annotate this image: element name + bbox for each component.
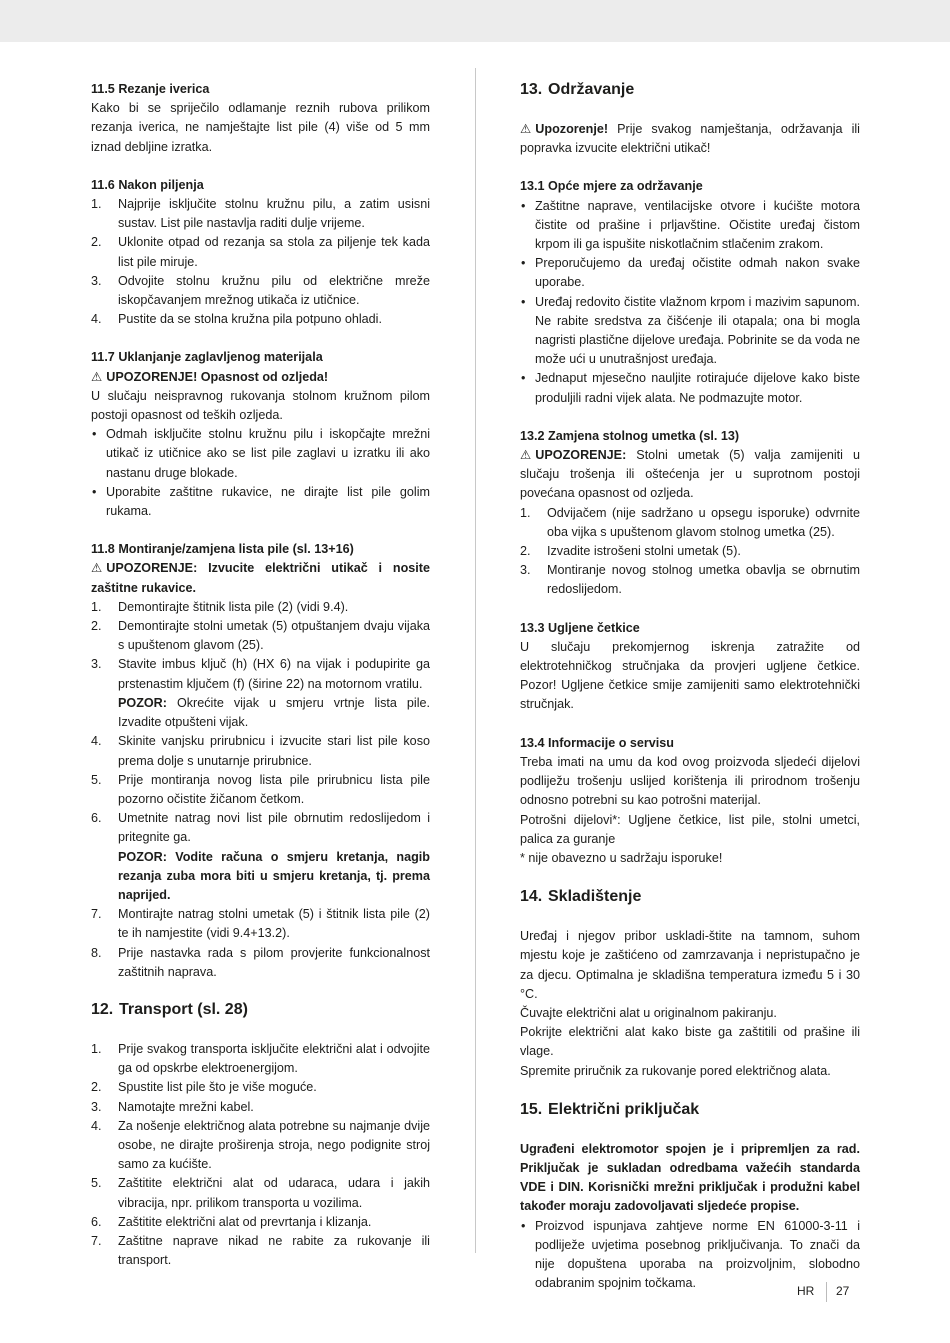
section-title-11-5: 11.5 Rezanje iverica (91, 82, 210, 96)
chapter-heading-14: 14. Skladištenje (520, 888, 642, 906)
section-title-13-4: 13.4 Informacije o servisu (520, 735, 674, 750)
section-text-11-5: Kako bi se spriječilo odlamanje reznih rubova prilikom rezanja iverica, ne namještajte list pile (4) više od 5 mm iznad debljine izratka. (91, 101, 430, 154)
warning-triangle-icon: ⚠ (91, 561, 103, 576)
warning-line-11-8: ⚠ UPOZORENJE: Izvucite električni utikač i nosite zaštitne rukavice. (91, 561, 430, 595)
section-title-13-2: 13.2 Zamjena stolnog umetka (sl. 13) (520, 428, 740, 443)
list-item: 7. Zaštitne naprave nikad ne rabite za rukovanje ili transport. (91, 1233, 430, 1268)
list-item: 2. Spustite list pile što je više moguće. (91, 1080, 317, 1095)
section-footnote-13-4: * nije obavezno u sadržaju isporuke! (520, 850, 723, 865)
warning-triangle-icon: ⚠ (520, 122, 532, 136)
list-item: 5. Zaštitite električni alat od udaraca, udara i jakih vibracija, npr. prilikom transporta u vozilima. (91, 1176, 430, 1210)
warning-paragraph-13: ⚠ Upozorenje! Prije svakog namještanja, održavanja ili popravka izvucite električni utikač! (520, 122, 860, 156)
list-item: 7. Montirajte natrag stolni umetak (5) i štitnik lista pile (2) te ih namjestite (vidi 9.4+13.2). (91, 907, 430, 941)
list-item: • Zaštitne naprave, ventilacijske otvore i kućište motora čistite od prašine i prljavštine. Očistite uređaj čistom krpom ili ga ispušite niskotlačnim stlačenim zrakom. (521, 198, 860, 252)
list-item: 4. Za nošenje električnog alata potrebne su najmanje dvije osobe, ne dirajte proširenja stroja, nego podignite stroj samo za kućište. (91, 1118, 430, 1172)
bullet-dot-icon: • (521, 294, 526, 309)
left-column (91, 80, 430, 1270)
warning-paragraph-13-2: ⚠ UPOZORENJE: Stolni umetak (5) valja zamijeniti u slučaju trošenja ili oštećenja jer u suprotnom postoji povećana opasnost od ozljeda. (520, 448, 860, 501)
list-item: 3. Montiranje novog stolnog umetka obavlja se obrnutim redoslijedom. (520, 563, 860, 597)
section-text-13-4-parts: Potrošni dijelovi*: Ugljene četkice, list pile, stolni umetci, palica za guranje (520, 812, 860, 846)
list-item: 2. Izvadite istrošeni stolni umetak (5). (520, 544, 741, 559)
list-item: 6. Umetnite natrag novi list pile obrnutim redoslijedom i pritegnite ga. POZOR: Vodite računa o smjeru kretanja, nagib rezanja zuba mora biti u smjeru kretanja, tj. prema naprijed. (91, 809, 430, 905)
bullet-list-13-1 (520, 197, 860, 408)
list-item: 3. Odvojite stolnu kružnu pilu od električne mreže iskopčavanjem mrežnog utikača iz utičnice. (91, 273, 430, 308)
column-divider (475, 68, 476, 1253)
list-item: 2. Demontirajte stolni umetak (5) otpuštanjem dvaju vijaka s upuštenom glavom (25). (91, 619, 430, 653)
list-item: • Proizvod ispunjava zahtjeve norme EN 61000-3-11 i podliježe uvjetima posebnog priključivanja. To znači da nije dopuštena uporaba na proizvoljnim, slobodno odabranim spojnim točkama. (521, 1218, 860, 1291)
bullet-list-15 (520, 1217, 860, 1294)
list-item: 1. Najprije isključite stolnu kružnu pilu, a zatim usisni sustav. List pile nastavlja raditi dulje vrijeme. (91, 197, 430, 231)
warning-triangle-icon: ⚠ (520, 448, 532, 463)
chapter-heading-12: 12. Transport (sl. 28) (91, 1000, 248, 1018)
section-text-13-4: Treba imati na umu da kod ovog proizvoda sljedeći dijelovi podliježu trošenju uslijed korištenja ili prirodnom trošenju odnosno potrebni su kao potrošni materijal. (520, 754, 860, 808)
section-title-11-7: 11.7 Uklanjanje zaglavljenog materijala (91, 350, 323, 365)
list-item: 4. Pustite da se stolna kružna pila potpuno ohladi. (91, 312, 382, 327)
list-item: 1. Demontirajte štitnik lista pile (2) (vidi 9.4). (91, 599, 349, 614)
bullet-list-11-7 (91, 425, 430, 521)
page-number: 27 (836, 1284, 850, 1298)
bullet-dot-icon: • (521, 256, 526, 271)
list-item: • Preporučujemo da uređaj očistite odmah nakon svake uporabe. (521, 256, 860, 290)
storage-text: Uređaj i njegov pribor uskladi-štite na tamnom, suhom mjestu koje je zaštićeno od zamrzavanja i nepristupačno je za djecu. Optimalna je skladišna temperatura između 5 i 30 °C. (520, 929, 860, 1001)
section-title-13-1: 13.1 Opće mjere za održavanje (520, 179, 703, 194)
caution-note: POZOR: Vodite računa o smjeru kretanja, nagib rezanja zuba mora biti u smjeru kretanja, tj. prema naprijed. (118, 849, 430, 902)
list-item: • Odmah isključite stolnu kružnu pilu i iskopčajte mrežni utikač iz utičnice ako se list pile zaglavi u izratku ili ako nastanu druge blokade. (92, 427, 430, 480)
steps-list-13-2 (520, 504, 860, 600)
steps-list-11-6 (91, 195, 430, 329)
storage-text: Pokrijte električni alat kako biste ga zaštitili od prašine ili vlage. (520, 1025, 860, 1059)
caution-note: POZOR: Okrećite vijak u smjeru vrtnje lista pile. Izvadite otpušteni vijak. (118, 695, 430, 730)
list-item: 3. Namotajte mrežni kabel. (91, 1099, 254, 1114)
list-item: • Uporabite zaštitne rukavice, ne dirajte list pile golim rukama. (92, 484, 430, 519)
steps-list-11-8 (91, 598, 430, 982)
list-item: 8. Prije nastavka rada s pilom provjerite funkcionalnost zaštitnih naprava. (91, 945, 430, 979)
section-text-11-7: U slučaju neispravnog rukovanja stolnom kružnom pilom postoji opasnost od teških ozljeda. (91, 388, 430, 423)
footer-separator (826, 1282, 827, 1302)
electrical-bold-text: Ugrađeni elektromotor spojen je i pripremljen za rad. Priključak je sukladan odredbama važećih standarda VDE i DIN. Korisnički mrežni priključak i produžni kabel također moraju zadovoljavati sljedeće propise. (520, 1141, 860, 1214)
right-column (520, 80, 860, 1293)
list-item: 2. Uklonite otpad od rezanja sa stola za piljenje tek kada list pile miruje. (91, 235, 430, 269)
warning-triangle-icon: ⚠ (91, 369, 103, 384)
section-title-11-8: 11.8 Montiranje/zamjena lista pile (sl. 13+16) (91, 542, 354, 557)
storage-text: Čuvajte električni alat u originalnom pakiranju. (520, 1005, 777, 1020)
list-item: 5. Prije montiranja novog lista pile prirubnicu lista pile pozorno očistite žičanom četkom. (91, 772, 430, 806)
warning-line-11-7: ⚠ UPOZORENJE! Opasnost od ozljeda! (91, 368, 430, 387)
list-item: 6. Zaštitite električni alat od prevrtanja i klizanja. (91, 1214, 372, 1229)
section-text-13-3: U slučaju prekomjernog iskrenja zatražite od elektrotehničkog stručnjaka da provjeri ugljene četkice. Pozor! Ugljene četkice smije zamijeniti samo elektrotehnički stručnjak. (520, 639, 860, 712)
list-item: • Uređaj redovito čistite vlažnom krpom i mazivim sapunom. Ne rabite sredstva za čišćenje ili otapala; ona bi mogla nagristi plastične dijelove uređaja. Pobrinite se da voda ne može ući u unutrašnjost uređaja. (521, 294, 860, 367)
list-item: • Jednaput mjesečno nauljite rotirajuće dijelove kako biste produljili radni vijek alata. Ne podmazujte motor. (521, 371, 860, 405)
storage-text: Spremite priručnik za rukovanje pored električnog alata. (520, 1063, 831, 1078)
bullet-dot-icon: • (521, 198, 526, 213)
list-item: 1. Odvijačem (nije sadržano u opsegu isporuke) odvrnite oba vijka s upuštenom glavom stolnog umetka (25). (520, 505, 860, 539)
bullet-dot-icon: • (92, 427, 97, 442)
list-item: 1. Prije svakog transporta isključite električni alat i odvojite ga od opskrbe elektroenergijom. (91, 1041, 430, 1076)
chapter-heading-15: 15. Električni priključak (520, 1100, 700, 1118)
section-title-11-6: 11.6 Nakon piljenja (91, 177, 204, 192)
language-code: HR (797, 1284, 815, 1298)
list-item: 3. Stavite imbus ključ (h) (HX 6) na vijak i podupirite ga prstenastim ključem (f) (širine 22) na motornom vratilu. POZOR: Okrećite vijak u smjeru vrtnje lista pile. Izvadite otpušteni vijak. (91, 655, 430, 732)
section-title-13-3: 13.3 Ugljene četkice (520, 620, 640, 635)
bullet-dot-icon: • (521, 1218, 526, 1233)
chapter-heading-13: 13. Održavanje (520, 81, 635, 98)
top-header-bar (0, 0, 950, 42)
list-item: 4. Skinite vanjsku prirubnicu i izvucite stari list pile koso prema dolje s unutarnje prirubnice. (91, 734, 430, 768)
steps-list-12 (91, 1040, 430, 1270)
bullet-dot-icon: • (521, 371, 526, 386)
bullet-dot-icon: • (92, 484, 97, 499)
